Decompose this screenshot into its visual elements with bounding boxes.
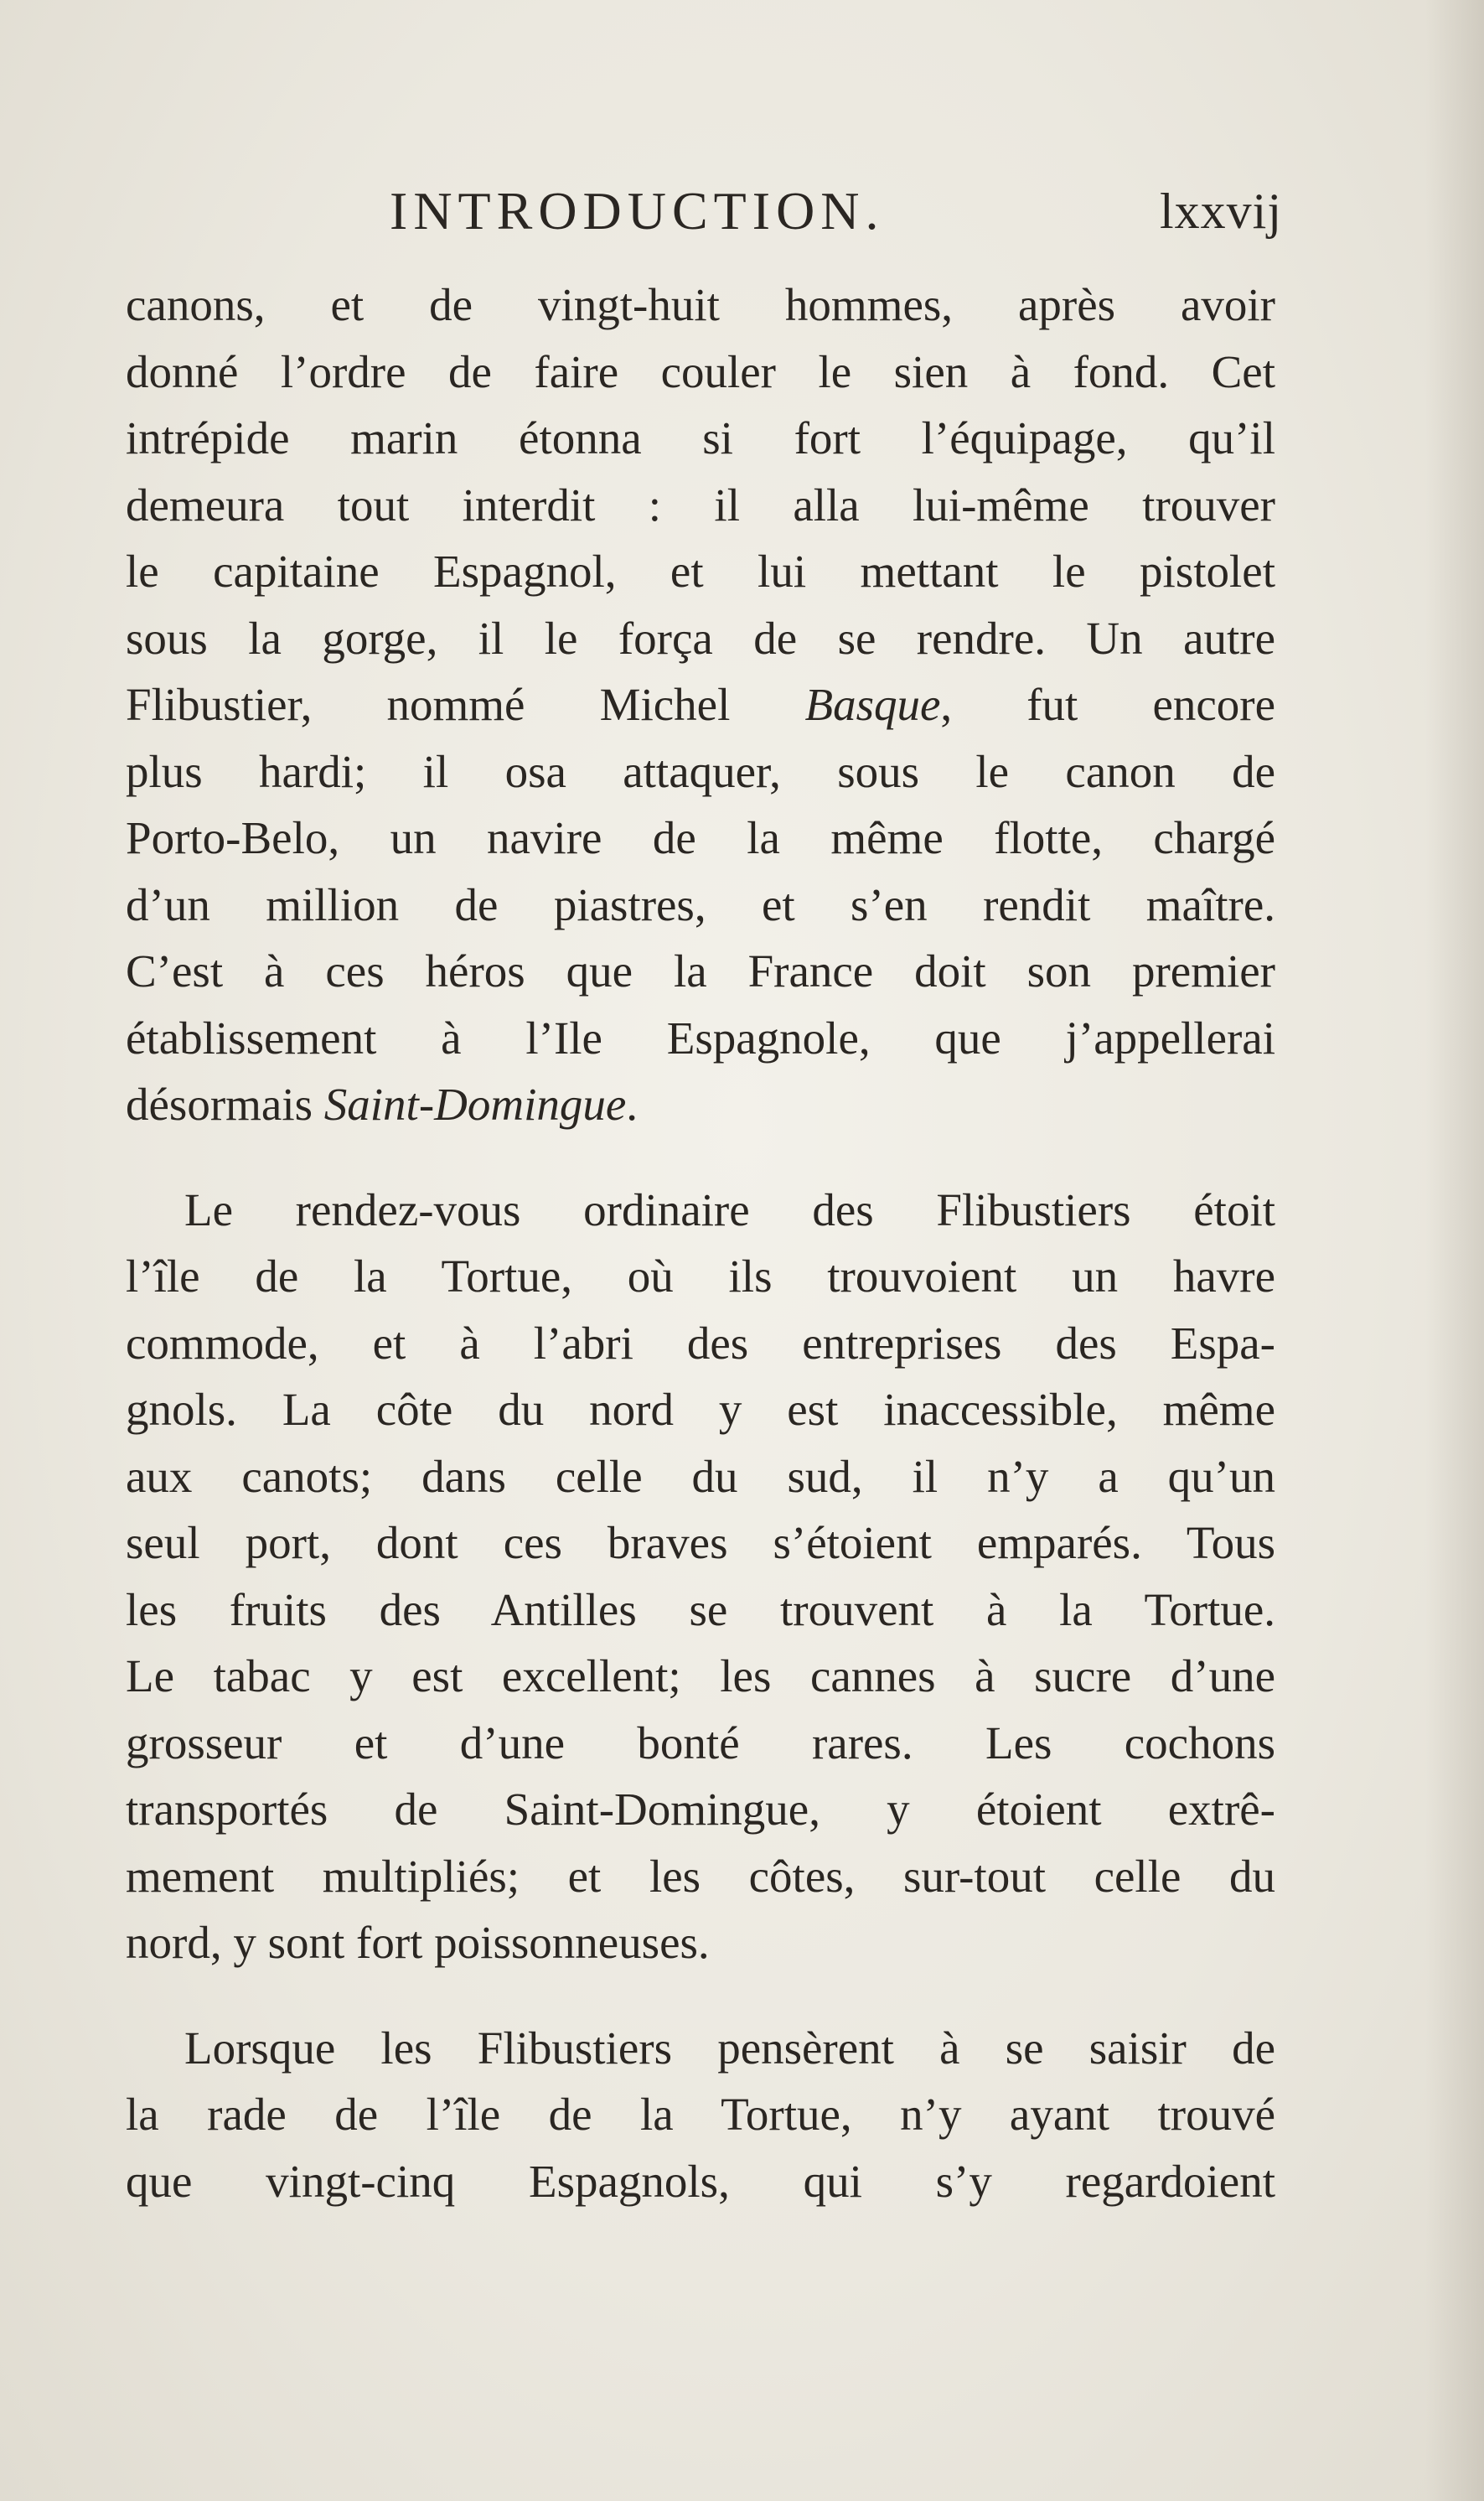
text-line: le capitaine Espagnol, et lui mettant le pistolet bbox=[126, 546, 1275, 597]
text-line: la rade de l’île de la Tortue, n’y ayant trouvé bbox=[126, 2089, 1275, 2140]
text-line: d’un million de piastres, et s’en rendit maître. bbox=[126, 878, 1275, 930]
text-line: Porto-Belo, un navire de la même flotte, chargé bbox=[126, 812, 1275, 863]
text-run: désormais bbox=[126, 1079, 324, 1130]
text-line: aux canots; dans celle du sud, il n’y a qu’un bbox=[126, 1450, 1275, 1502]
text-line: Lorsque les Flibustiers pensèrent à se saisir de bbox=[184, 2022, 1275, 2074]
text-line: Le tabac y est excellent; les cannes à sucre d’une bbox=[126, 1650, 1275, 1701]
italic-name-basque: Basque bbox=[804, 679, 941, 730]
text-line: demeura tout interdit : il alla lui-même trouver bbox=[126, 479, 1275, 531]
text-line: seul port, dont ces braves s’étoient emparés. Tous bbox=[126, 1517, 1275, 1568]
text-line: sous la gorge, il le força de se rendre. Un autre bbox=[126, 612, 1275, 664]
page-edge-shadow bbox=[1425, 0, 1484, 2501]
page-number: lxxvij bbox=[1159, 184, 1282, 239]
text-line: gnols. La côte du nord y est inaccessible, même bbox=[126, 1384, 1275, 1435]
paragraph-gap bbox=[126, 1976, 1275, 2015]
text-line: C’est à ces héros que la France doit son premier bbox=[126, 945, 1275, 997]
text-line: que vingt-cinq Espagnols, qui s’y regardoient bbox=[126, 2155, 1275, 2207]
text-line: l’île de la Tortue, où ils trouvoient un havre bbox=[126, 1250, 1275, 1302]
paragraph-1 bbox=[126, 272, 1275, 1138]
text-line: intrépide marin étonna si fort l’équipage, qu’il bbox=[126, 412, 1275, 463]
text-line: nord, y sont fort poissonneuses. bbox=[126, 1917, 710, 1968]
italic-name-saint-domingue: Saint-Domingue bbox=[323, 1079, 627, 1130]
text-line: Le rendez-vous ordinaire des Flibustiers étoit bbox=[184, 1183, 1275, 1235]
text-run: , fut encore bbox=[940, 679, 1275, 730]
paragraph-gap bbox=[126, 1138, 1275, 1177]
text-run: . bbox=[626, 1079, 639, 1130]
text-line bbox=[126, 671, 1275, 738]
text-run: Flibustier, nommé Michel bbox=[126, 679, 805, 730]
text-line: transportés de Saint-Domingue, y étoient extrê- bbox=[126, 1784, 1275, 1835]
running-head bbox=[126, 178, 1282, 245]
body-text bbox=[126, 272, 1275, 2214]
paragraph-3 bbox=[126, 2015, 1275, 2215]
text-line: les fruits des Antilles se trouvent à la Tortue. bbox=[126, 1583, 1275, 1635]
text-line: donné l’ordre de faire couler le sien à fond. Cet bbox=[126, 345, 1275, 397]
text-line: établissement à l’Ile Espagnole, que j’appellerai bbox=[126, 1012, 1275, 1064]
paragraph-2 bbox=[126, 1177, 1275, 1976]
text-line bbox=[126, 1071, 1275, 1138]
text-line: plus hardi; il osa attaquer, sous le canon de bbox=[126, 745, 1275, 797]
text-line: mement multipliés; et les côtes, sur-tout celle du bbox=[126, 1850, 1275, 1902]
running-head-title: INTRODUCTION. bbox=[390, 181, 885, 241]
text-line: grosseur et d’une bonté rares. Les cochons bbox=[126, 1717, 1275, 1768]
text-line: canons, et de vingt-huit hommes, après avoir bbox=[126, 279, 1275, 330]
text-line: commode, et à l’abri des entreprises des Espa- bbox=[126, 1317, 1275, 1369]
